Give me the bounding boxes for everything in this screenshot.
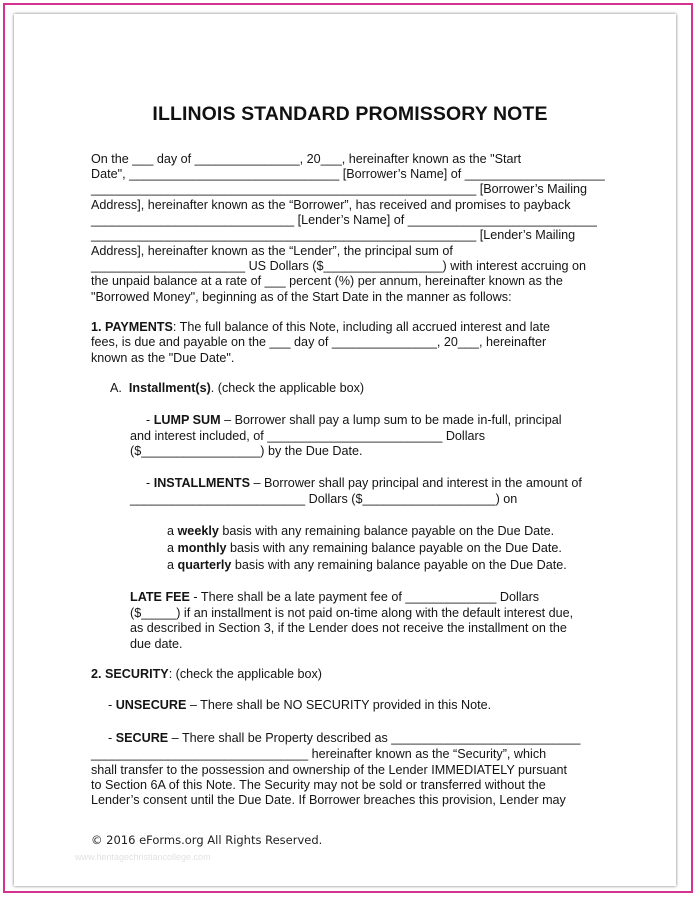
document-title: ILLINOIS STANDARD PROMISSORY NOTE: [152, 103, 548, 125]
unsecure-option[interactable]: - UNSECURE – There shall be NO SECURITY provided in this Note.: [108, 698, 492, 712]
secure-line: _______________________________ hereinafter known as the “Security”, which: [91, 747, 547, 761]
secure-option[interactable]: - SECURE – There shall be Property described as ___________________________: [108, 731, 581, 745]
intro-line: ______________________ US Dollars ($_________________) with interest accruing on: [91, 259, 587, 273]
intro-line: On the ___ day of _______________, 20___, hereinafter known as the "Start: [91, 152, 522, 166]
secure-label: SECURE: [115, 731, 169, 745]
frequency-monthly-option[interactable]: a monthly basis with any remaining balance payable on the Due Date.: [167, 541, 562, 555]
frequency-quarterly-option[interactable]: a quarterly basis with any remaining balance payable on the Due Date.: [167, 558, 567, 572]
payments-line: known as the "Due Date".: [91, 351, 235, 365]
installments-line: _________________________ Dollars ($___________________) on: [130, 492, 518, 506]
secure-line: shall transfer to the possession and ownership of the Lender IMMEDIATELY pursuant: [91, 763, 568, 777]
installments-label: INSTALLMENTS: [153, 476, 251, 490]
intro-line: Date", ______________________________ [Borrower’s Name] of ____________________: [91, 167, 605, 181]
secure-line: Lender’s consent until the Due Date. If Borrower breaches this provision, Lender may: [91, 793, 566, 807]
intro-line: Address], hereinafter known as the “Lender”, the principal sum of: [91, 244, 453, 258]
security-heading: 2. SECURITY: (check the applicable box): [91, 667, 322, 681]
installments-option[interactable]: - INSTALLMENTS – Borrower shall pay principal and interest in the amount of: [146, 476, 582, 490]
intro-line: the unpaid balance at a rate of ___ percent (%) per annum, hereinafter known as the: [91, 274, 563, 288]
unsecure-label: UNSECURE: [115, 698, 187, 712]
intro-line: Address], hereinafter known as the “Borrower”, has received and promises to payback: [91, 198, 571, 212]
lump-sum-line: and interest included, of _________________________ Dollars: [130, 429, 486, 443]
intro-line: "Borrowed Money", beginning as of the Start Date in the manner as follows:: [91, 290, 512, 304]
payments-heading: 1. PAYMENTS: [91, 320, 173, 334]
installment-section-heading: A. Installment(s). (check the applicable box): [110, 381, 365, 395]
intro-line: _____________________________ [Lender’s Name] of ___________________________: [91, 213, 597, 227]
intro-line: _______________________________________________________ [Lender’s Mailing: [91, 228, 576, 242]
lump-sum-label: LUMP SUM: [153, 413, 221, 427]
intro-line: _______________________________________________________ [Borrower’s Mailing: [91, 182, 588, 196]
payments-text: : The full balance of this Note, including all accrued interest and late: [172, 320, 550, 334]
late-fee-label: LATE FEE: [130, 590, 190, 604]
late-fee-line: LATE FEE - There shall be a late payment fee of _____________ Dollars: [130, 590, 540, 604]
watermark: www.heritagechristiancollege.com: [75, 852, 211, 862]
payments-line: fees, is due and payable on the ___ day of _______________, 20___, hereinafter: [91, 335, 547, 349]
late-fee-line: ($_____) if an installment is not paid on-time along with the default interest due,: [130, 606, 574, 620]
late-fee-line: as described in Section 3, if the Lender does not receive the installment on the: [130, 621, 567, 635]
lump-sum-line: ($_________________) by the Due Date.: [130, 444, 363, 458]
copyright-footer: © 2016 eForms.org All Rights Reserved.: [91, 833, 323, 847]
secure-line: to Section 6A of this Note. The Security may not be sold or transferred without the: [91, 778, 546, 792]
late-fee-line: due date.: [130, 637, 183, 651]
lump-sum-option[interactable]: - LUMP SUM – Borrower shall pay a lump sum to be made in-full, principal: [146, 413, 562, 427]
payments-line: [91, 320, 550, 335]
frequency-weekly-option[interactable]: a weekly basis with any remaining balance payable on the Due Date.: [167, 524, 555, 538]
